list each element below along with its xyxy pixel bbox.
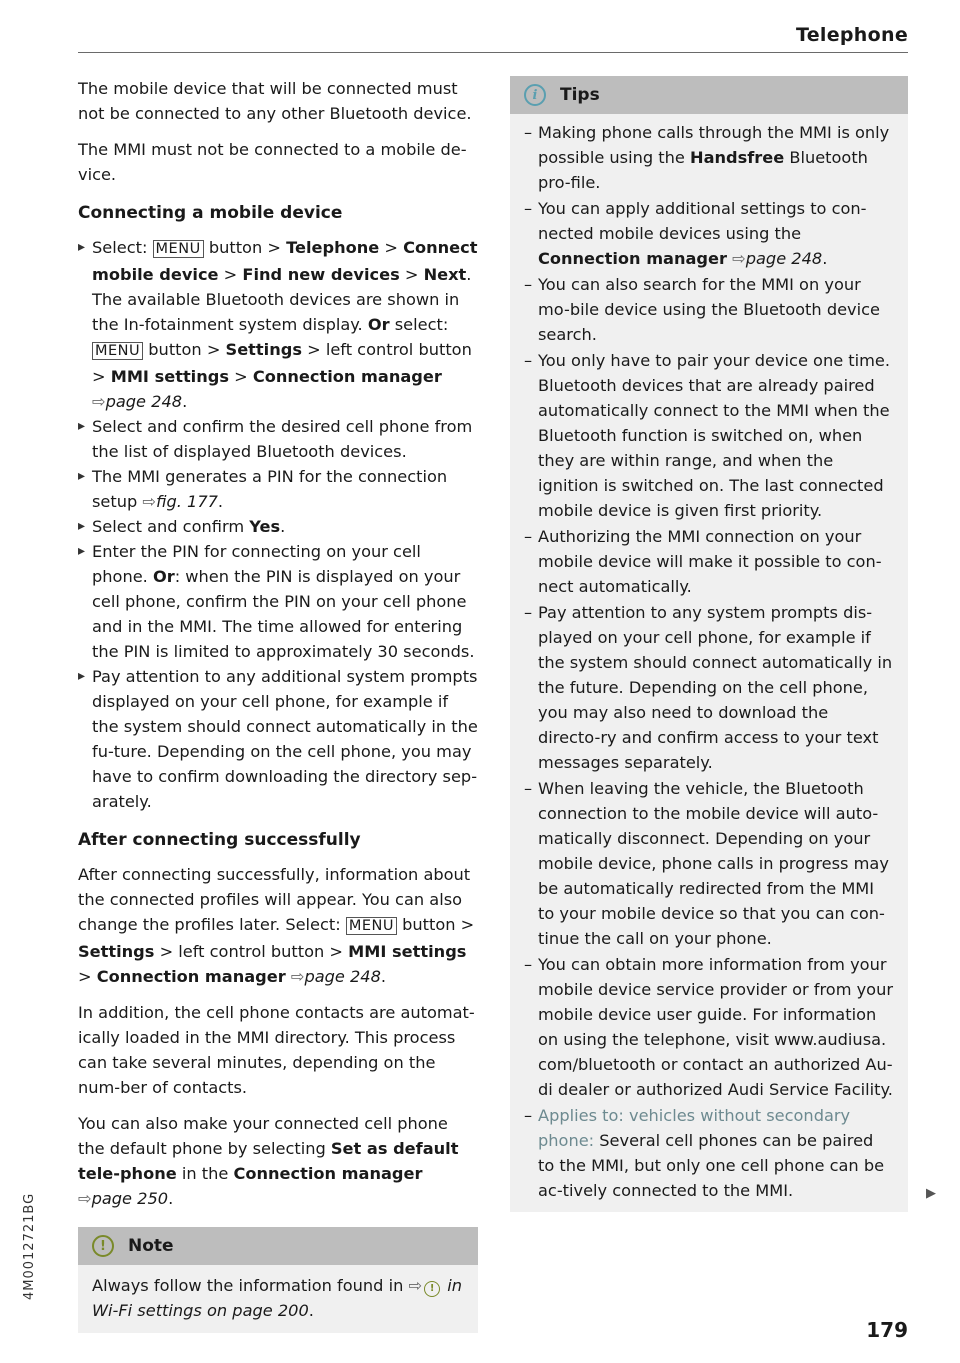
- tip-item: – Making phone calls through the MMI is only possible using the Handsfree Bluetooth pro-file.: [524, 120, 894, 195]
- arrow-icon: ⇨: [142, 492, 156, 511]
- step-item: ▸ Pay attention to any additional system prompts displayed on your cell phone, for example if the system should connect automatically in the fu-ture. Depending on the cell phone, you may have to confirm downloading the directory sep-arately.: [78, 664, 478, 814]
- step-item: ▸ Enter the PIN for connecting on your cell phone. Or: when the PIN is displayed on your cell phone, confirm the PIN on your cell phone and in the MMI. The time allowed for entering the PIN is limited to approximately 30 seconds.: [78, 539, 478, 664]
- step-item: ▸ Select and confirm Yes.: [78, 514, 478, 539]
- tip-item: – You only have to pair your device one time. Bluetooth devices that are already paired automatically connect to the MMI when the Bluetooth function is switched on, when they are within range, and when the ignition is switched on. The last connected mobile device is given first priority.: [524, 348, 894, 523]
- section-title: Telephone: [795, 24, 908, 46]
- tips-header: [510, 76, 908, 114]
- page-reference[interactable]: ⇨page 248: [732, 249, 823, 268]
- tip-item: – You can apply additional settings to con-nected mobile devices using the Connection manager ⇨page 248.: [524, 196, 894, 271]
- page-reference[interactable]: ⇨page 248: [92, 392, 183, 411]
- paragraph: The mobile device that will be connected must not be connected to any other Bluetooth device.: [78, 79, 472, 123]
- menu-key: MENU: [346, 917, 397, 935]
- continue-arrow-icon: ▶: [926, 1186, 936, 1201]
- tip-item: – Applies to: vehicles without secondary phone: Several cell phones can be paired to the MMI, but only one cell phone can be ac-tively connected to the MMI.: [524, 1103, 894, 1203]
- document-code: 4M0012721BG: [22, 1192, 37, 1300]
- applies-to-label: Applies to: vehicles without secondary phone:: [538, 1106, 851, 1150]
- tip-item: – Pay attention to any system prompts dis-played on your cell phone, for example if the system should connect automatically in the future. Depending on the cell phone, you may also need to download the directo-ry and confirm access to your text messages separately.: [524, 600, 894, 775]
- left-column: [78, 76, 478, 1333]
- arrow-icon: ⇨: [78, 1189, 92, 1208]
- step-item: ▸ The MMI generates a PIN for the connection setup ⇨fig. 177.: [78, 464, 478, 514]
- paragraph: You can also make your connected cell phone the default phone by selecting Set as default tele-phone in the Connection manager ⇨page 250.: [78, 1114, 459, 1208]
- page-number: 179: [866, 1318, 908, 1342]
- figure-reference[interactable]: ⇨fig. 177: [142, 492, 218, 511]
- tip-item: – Authorizing the MMI connection on your mobile device will make it possible to con-nect automatically.: [524, 524, 894, 599]
- tip-item: – You can obtain more information from your mobile device service provider or from your mobile device user guide. For information on using the telephone, visit www.audiusa. com/bluetooth or contact an authorized Au-di dealer or authorized Audi Service Facility.: [524, 952, 894, 1102]
- tips-box: [510, 76, 936, 1212]
- paragraph: After connecting successfully, information about the connected profiles will appear. You can also change the profiles later. Select: MENU button > Settings > left control button > MMI settings > Connection manager ⇨page 248.: [78, 865, 475, 986]
- info-icon: i: [524, 84, 546, 106]
- right-column: [510, 76, 936, 1212]
- step-item: ▸ Select: MENU button > Telephone > Connect mobile device > Find new devices > Next. The available Bluetooth devices are shown in the In-fotainment system display. Or select: MENU button > Settings > left control button > MMI settings > Connection manager ⇨page 248.: [78, 235, 478, 414]
- header-rule: [78, 52, 908, 53]
- note-title: Note: [128, 1235, 174, 1256]
- paragraph: The MMI must not be connected to a mobile de-vice.: [78, 140, 467, 184]
- note-box: [78, 1227, 478, 1333]
- page-reference[interactable]: ⇨page 250: [78, 1189, 169, 1208]
- note-body: Always follow the information found in ⇨ ! in Wi-Fi settings on page 200.: [92, 1276, 462, 1320]
- menu-key: MENU: [92, 342, 143, 360]
- arrow-icon: ⇨: [408, 1276, 423, 1295]
- arrow-icon: ⇨: [732, 249, 746, 268]
- arrow-icon: ⇨: [92, 392, 106, 411]
- page-reference[interactable]: ⇨ ! in Wi-Fi settings on page 200: [92, 1276, 462, 1320]
- heading-connecting: Connecting a mobile device: [78, 203, 343, 223]
- tips-title: Tips: [560, 84, 600, 105]
- exclamation-icon: !: [424, 1281, 440, 1297]
- step-list: [78, 235, 478, 814]
- arrow-icon: ⇨: [290, 967, 305, 986]
- heading-after-connecting: After connecting successfully: [78, 830, 361, 850]
- paragraph: In addition, the cell phone contacts are automat-ically loaded in the MMI directory. This process can take several minutes, depending on the num-ber of contacts.: [78, 1003, 475, 1097]
- tips-list: [510, 114, 908, 1203]
- page-reference[interactable]: ⇨page 248: [290, 967, 381, 986]
- exclamation-icon: !: [92, 1235, 114, 1257]
- menu-key: MENU: [153, 240, 204, 258]
- note-header: [78, 1227, 478, 1265]
- tip-item: – When leaving the vehicle, the Bluetooth connection to the mobile device will auto-matically disconnect. Depending on your mobile device, phone calls in progress may be automatically redirected from the MMI to your mobile device so that you can con-tinue the call on your phone.: [524, 776, 894, 951]
- tip-item: – You can also search for the MMI on your mo-bile device using the Bluetooth device search.: [524, 272, 894, 347]
- step-item: ▸ Select and confirm the desired cell phone from the list of displayed Bluetooth devices.: [78, 414, 478, 464]
